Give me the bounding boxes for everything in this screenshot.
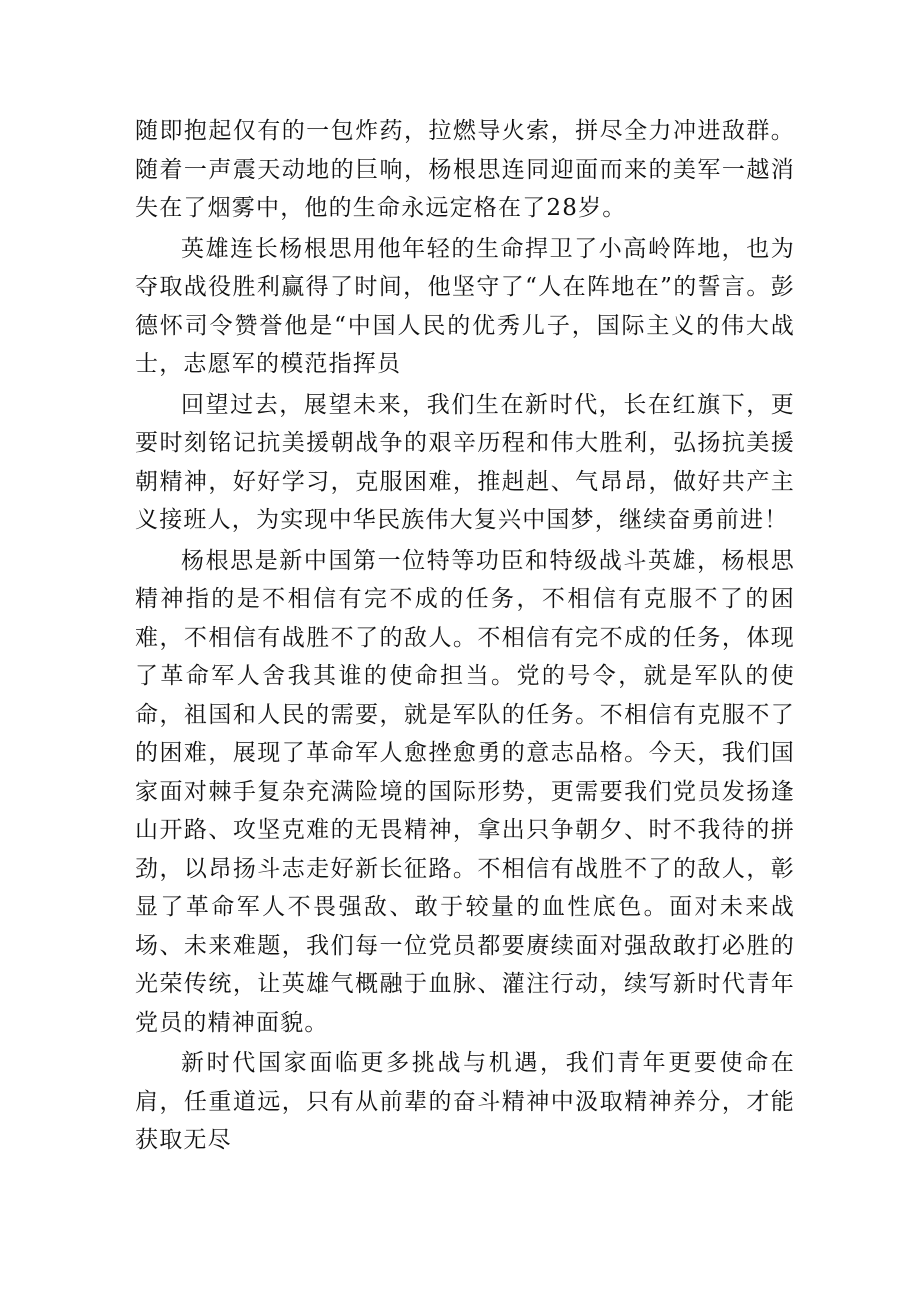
paragraph: 新时代国家面临更多挑战与机遇，我们青年更要使命在肩，任重道远，只有从前辈的奋斗精神中汲取精神养分，才能获取无尽 [135,1050,795,1153]
paragraph: 英雄连长杨根思用他年轻的生命捍卫了小高岭阵地，也为夺取战役胜利赢得了时间，他坚守了“人在阵地在”的誓言。彭德怀司令赞誉他是“中国人民的优秀儿子，国际主义的伟大战士，志愿军的模范指挥员 [135,235,795,377]
paragraph-continuation: 随即抱起仅有的一包炸药，拉燃导火索，拼尽全力冲进敌群。随着一声震天动地的巨响，杨根思连同迎面而来的美军一越消失在了烟雾中，他的生命永远定格在了28岁。 [135,118,795,221]
body-text [135,112,795,1162]
paragraph: 杨根思是新中国第一位特等功臣和特级战斗英雄，杨根思精神指的是不相信有完不成的任务，不相信有克服不了的困难，不相信有战胜不了的敌人。不相信有完不成的任务，体现了革命军人舍我其谁的使命担当。党的号令，就是军队的使命，祖国和人民的需要，就是军队的任务。不相信有克服不了的困难，展现了革命军人愈挫愈勇的意志品格。今天，我们国家面对棘手复杂充满险境的国际形势，更需要我们党员发扬逢山开路、攻坚克难的无畏精神，拿出只争朝夕、时不我待的拼劲，以昂扬斗志走好新长征路。不相信有战胜不了的敌人，彰显了革命军人不畏强敌、敢于较量的血性底色。面对未来战场、未来难题，我们每一位党员都要赓续面对强敌敢打必胜的光荣传统，让英雄气概融于血脉、灌注行动，续写新时代青年党员的精神面貌。 [135,547,795,1036]
paragraph: 回望过去，展望未来，我们生在新时代，长在红旗下，更要时刻铭记抗美援朝战争的艰辛历程和伟大胜利，弘扬抗美援朝精神，好好学习，克服困难，推赳赳、气昂昂，做好共产主义接班人，为实现中华民族伟大复兴中国梦，继续奋勇前进！ [135,391,795,533]
